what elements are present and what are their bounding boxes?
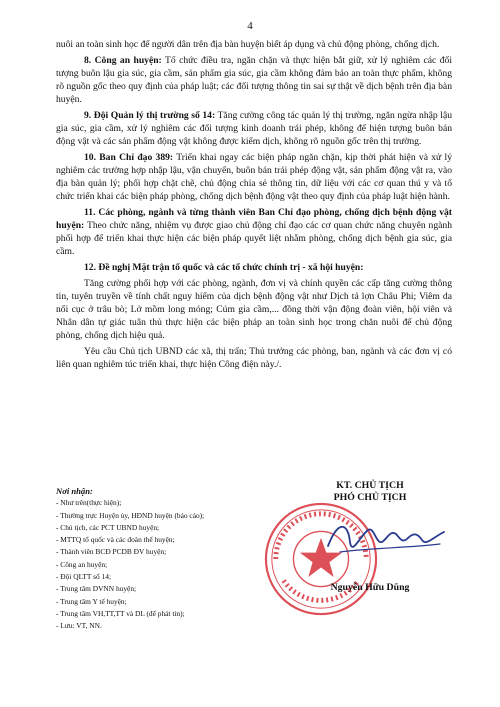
recipient-item: - Thường trực Huyện ủy, HĐND huyện (báo cáo); [56,510,205,520]
paragraph-heading: 9. Đội Quản lý thị trường số 14: [84,110,216,121]
recipient-item: - Thành viên BCĐ PCDB ĐV huyện; [56,547,167,557]
paragraph: Yêu cầu Chủ tịch UBND các xã, thị trấn; Thủ trưởng các phòng, ban, ngành và các đơn vị có liên quan nghiêm túc triển khai, thực hiện Công điện này./. [56,346,452,370]
recipient-item: - Công an huyện; [56,559,108,569]
recipient-item: - Lưu: VT, NN. [56,621,102,631]
recipient-item: - Trung tâm DVNN huyện; [56,584,137,594]
paragraph: 10. Ban Chỉ đạo 389: Triển khai ngay các biện pháp ngăn chặn, kịp thời phát hiện và xử lý nghiêm các trường hợp nhập lậu, vận chuyển, buôn bán trái phép động vật, sản phẩm động vật ra, vào địa bàn quản lý; phối hợp chặt chẽ, chủ động chia sẻ thông tin, dữ liệu với các cơ quan thú y và tổ chức triển khai các biện pháp phòng, chống dịch bệnh động vật theo quy định của pháp luật hiện hành. [56,152,452,202]
recipient-item: - Chủ tịch, các PCT UBND huyện; [56,522,160,532]
paragraph: Tăng cường phối hợp với các phòng, ngành, đơn vị và chính quyền các cấp tăng cường thông tin, tuyên truyền về tính chất nguy hiểm của dịch bệnh động vật như Dịch tả lợn Châu Phi; Viêm da nổi cục ở trâu bò; Lở mồm long móng; Cúm gia cầm,... đồng thời vận động đoàn viên, hội viên và Nhân dân tự giác tuân thủ thực hiện các biện pháp an toàn sinh học trong chăn nuôi để chủ động phòng, chống dịch hiệu quả. [56,278,452,341]
recipient-item: - MTTQ tổ quốc và các đoàn thể huyện; [56,535,175,545]
recipient-item: - Trung tâm Y tế huyện; [56,596,127,606]
signature-block [286,480,454,504]
paragraph: 9. Đội Quản lý thị trường số 14: Tăng cường công tác quản lý thị trường, ngăn ngừa nhập lậu gia súc, gia cầm, xử lý nghiêm các đối tượng kinh doanh trái phép, không để hiện tượng buôn bán động vật và các sản phẩm động vật không được kiểm dịch, không rõ nguồn gốc trên thị trường. [56,110,452,147]
paragraph-heading: 11. Các phòng, ngành và từng thành viên Ban Chỉ đạo phòng, chống dịch bệnh động vật huyện: [56,207,452,231]
paragraph-heading: 8. Công an huyện: [84,55,162,66]
recipient-item: - Đội QLTT số 14; [56,572,112,582]
paragraph: 8. Công an huyện: Tổ chức điều tra, ngăn chặn và thực hiện bắt giữ, xử lý nghiêm các đối tượng buôn lậu gia súc, gia cầm, sản phẩm gia súc, gia cầm không đảm bảo an toàn thực phẩm, không rõ nguồn gốc theo quy định của pháp luật; các đối tượng thông tin sai sự thật về dịch bệnh trên địa bàn huyện. [56,55,452,105]
recipients-title: Nơi nhận: [56,486,93,496]
paragraph [56,261,452,274]
signature-title-2: PHÓ CHỦ TỊCH [333,492,407,503]
recipient-item: - Như trên(thực hiện); [56,498,122,508]
signer-name: Nguyễn Hữu Dũng [330,582,410,593]
recipients-list [56,485,286,633]
paragraph: 11. Các phòng, ngành và từng thành viên Ban Chỉ đạo phòng, chống dịch bệnh động vật huyện: Theo chức năng, nhiệm vụ được giao chủ động chỉ đạo các cơ quan chức năng chuyên ngành phối hợp để triển khai thực hiện các biện pháp quyết liệt nhằm phòng, chống dịch bệnh gia súc, gia cầm. [56,207,452,257]
handwritten-signature [320,508,450,568]
paragraph-heading: 12. Đề nghị Mặt trận tổ quốc và các tổ chức chính trị - xã hội huyện: [84,262,364,273]
signature-title-1: KT. CHỦ TỊCH [336,480,404,491]
page-number: 4 [247,20,253,32]
recipient-item: - Trung tâm VH,TT,TT và DL (để phát tin); [56,608,185,618]
paragraph: nuôi an toàn sinh học để người dân trên địa bàn huyện biết áp dụng và chủ động phòng, chống dịch. [56,39,440,50]
paragraph-heading: 10. Ban Chỉ đạo 389: [84,152,174,163]
document-body [56,38,452,374]
